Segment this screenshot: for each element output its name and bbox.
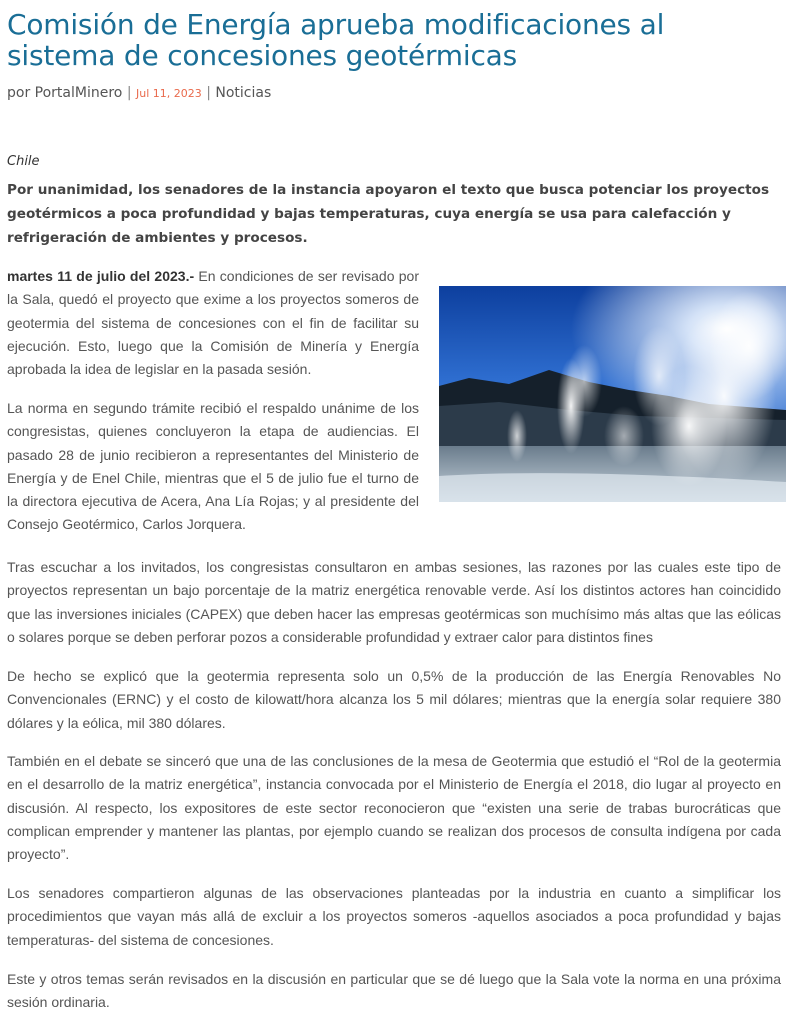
paragraph-1 [7,265,419,381]
article-title: Comisión de Energía aprueba modificaciones al sistema de concesiones geotérmicas [7,8,665,72]
paragraph-1-text: En condiciones de ser revisado por la Sala, quedó el proyecto que exime a los proyectos someros de geotermia del sistema de concesiones con el fin de facilitar su ejecución. Esto, luego que la Comisión de Minería y Energía aprobada la idea de legislar en la pasada sesión. [7,268,419,378]
article-lead: Por unanimidad, los senadores de la instancia apoyaron el texto que busca potenciar los proyectos geotérmicos a poca profundidad y bajas temperaturas, cuya energía se usa para calefacción y refrigeración de ambientes y procesos. [7,182,770,246]
category-link[interactable]: Noticias [215,85,272,101]
paragraph-2: La norma en segundo trámite recibió el respaldo unánime de los congresistas, quienes concluyeron la etapa de audiencias. El pasado 28 de junio recibieron a representantes del Ministerio de Energía y de Enel Chile, mientras que el 5 de julio fue el turno de la directora ejecutiva de Acera, Ana Lía Rojas; y al presidente del Consejo Geotérmico, Carlos Jorquera. [7,400,419,533]
meta-separator: | [126,85,132,101]
paragraph-4: De hecho se explicó que la geotermia representa solo un 0,5% de la producción de las Energía Renovables No Convencionales (ERNC) y el costo de kilowatt/hora alcanza los 5 mil dólares; mientras que la energía solar requiere 380 dólares y la eólica, mil 380 dólares. [7,668,781,731]
article [7,0,781,1011]
geyser-photo [439,286,786,502]
article-location: Chile [7,154,40,169]
paragraph-3: Tras escuchar a los invitados, los congresistas consultaron en ambas sesiones, las razones por las cuales este tipo de proyectos representan un bajo porcentaje de la matriz energética renovable verde. Así los distintos actores han coincidido que las inversiones iniciales (CAPEX) que deben hacer las empresas geotérmicas son muchísimo más altas que las eólicas o solares porque se deben perforar pozos a considerable profundidad y extraer calor para distintos fines [7,559,781,645]
paragraph-7: Este y otros temas serán revisados en la discusión en particular que se dé luego que la Sala vote la norma en una próxima sesión ordinaria. [7,971,781,1011]
dateline: martes 11 de julio del 2023.- [7,268,195,284]
paragraph-5: También en el debate se sinceró que una de las conclusiones de la mesa de Geotermia que estudió el “Rol de la geotermia en el desarrollo de la matriz energética”, instancia convocada por el Ministerio de Energía el 2018, dio lugar al proyecto en discusión. Al respecto, los expositores de este sector reconocieron que “existen una serie de trabas burocráticas que complican emprender y mantener las plantas, por ejemplo cuando se realizan dos procesos de consulta indígena por cada proyecto”. [7,753,781,863]
article-meta [7,83,781,103]
publish-date: Jul 11, 2023 [136,87,202,100]
author-link[interactable]: PortalMinero [34,85,123,101]
paragraph-6: Los senadores compartieron algunas de las observaciones planteadas por la industria en cuanto a simplificar los procedimientos que vayan más allá de excluir a los proyectos someros -aquellos asociados a poca profundidad y bajas temperaturas- del sistema de concesiones. [7,885,781,948]
author-prefix: por [7,85,31,101]
meta-separator: | [206,85,211,101]
